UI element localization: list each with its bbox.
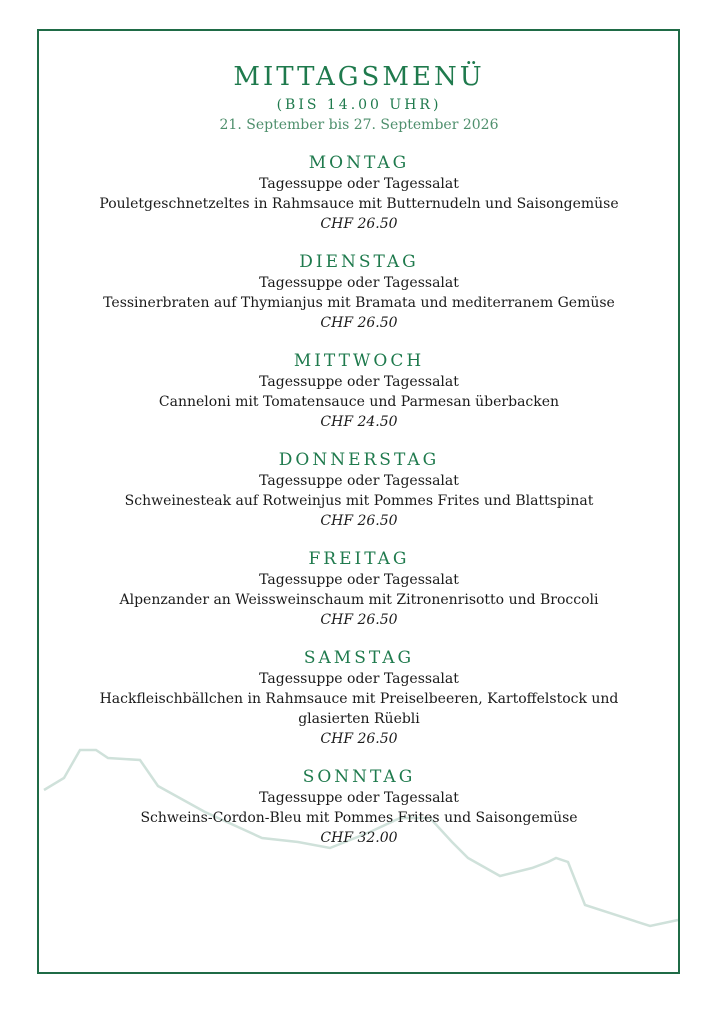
starter-text: Tagessuppe oder Tagessalat	[259, 572, 459, 588]
price-text: CHF 26.50	[320, 315, 398, 331]
dish-text: Hackfleischbällchen in Rahmsauce mit Preiselbeeren, Kartoffelstock und	[99, 691, 619, 707]
dish-text: Schweinesteak auf Rotweinjus mit Pommes Frites und Blattspinat	[124, 493, 594, 509]
price-text: CHF 26.50	[320, 612, 398, 628]
dish-text: Canneloni mit Tomatensauce und Parmesan überbacken	[158, 394, 560, 410]
price-text: CHF 26.50	[320, 216, 398, 232]
price-text: CHF 32.00	[320, 830, 398, 846]
dish-text: Alpenzander an Weissweinschaum mit Zitronenrisotto und Broccoli	[119, 592, 599, 608]
day-heading: DONNERSTAG	[278, 450, 440, 470]
dish-text: Pouletgeschnetzeltes in Rahmsauce mit Butternudeln und Saisongemüse	[99, 196, 619, 212]
price-text: CHF 24.50	[320, 414, 398, 430]
day-heading: MITTWOCH	[293, 351, 425, 371]
day-saturday	[39, 647, 679, 749]
dish-text-continued: glasierten Rüebli	[298, 711, 420, 727]
starter-text: Tagessuppe oder Tagessalat	[259, 671, 459, 687]
menu-time-note: (BIS 14.00 UHR)	[276, 97, 442, 113]
menu-date-range: 21. September bis 27. September 2026	[219, 117, 499, 133]
starter-text: Tagessuppe oder Tagessalat	[259, 790, 459, 806]
day-friday	[39, 548, 679, 630]
day-thursday	[39, 449, 679, 531]
day-monday	[39, 152, 679, 234]
menu-title: MITTAGSMENÜ	[233, 62, 485, 92]
day-heading: FREITAG	[308, 549, 410, 569]
day-heading: SAMSTAG	[303, 648, 415, 668]
days-list	[39, 152, 679, 848]
starter-text: Tagessuppe oder Tagessalat	[259, 374, 459, 390]
day-tuesday	[39, 251, 679, 333]
day-heading: MONTAG	[308, 153, 410, 173]
dish-text: Schweins-Cordon-Bleu mit Pommes Frites und Saisongemüse	[140, 810, 578, 826]
dish-text: Tessinerbraten auf Thymianjus mit Bramata und mediterranem Gemüse	[103, 295, 615, 311]
starter-text: Tagessuppe oder Tagessalat	[259, 473, 459, 489]
price-text: CHF 26.50	[320, 513, 398, 529]
day-wednesday	[39, 350, 679, 432]
menu-content	[39, 62, 679, 848]
starter-text: Tagessuppe oder Tagessalat	[259, 176, 459, 192]
day-sunday	[39, 766, 679, 848]
day-heading: SONNTAG	[302, 767, 416, 787]
price-text: CHF 26.50	[320, 731, 398, 747]
day-heading: DIENSTAG	[299, 252, 419, 272]
starter-text: Tagessuppe oder Tagessalat	[259, 275, 459, 291]
